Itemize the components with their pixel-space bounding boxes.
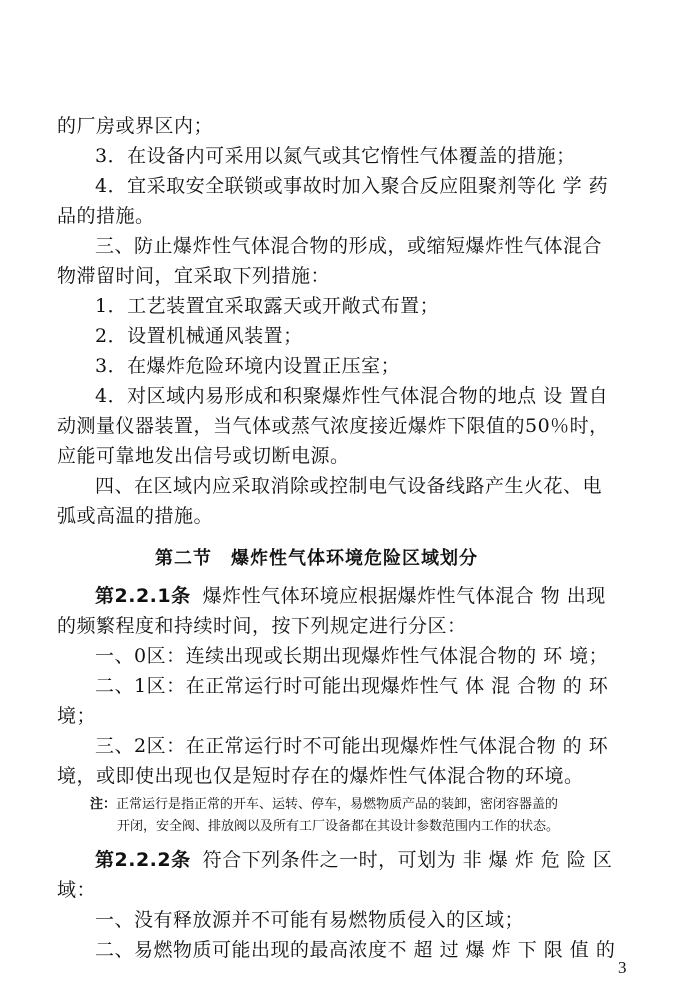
text-line-9: 3．在爆炸危险环境内设置正压室； <box>95 355 401 377</box>
zone-0: 一、0区：连续出现或长期出现爆炸性气体混合物的 环 境； <box>95 645 609 667</box>
text-line-5: 三、防止爆炸性气体混合物的形成，或缩短爆炸性气体混合 <box>95 235 603 257</box>
article-2-2-2-item-1: 一、没有释放源并不可能有易燃物质侵入的区域； <box>95 909 525 931</box>
text-line-7: 1．工艺装置宜采取露天或开敞式布置； <box>95 295 440 317</box>
article-2-2-2-number: 第2.2.2条 <box>95 849 191 871</box>
note-line-1 <box>90 795 558 815</box>
text-line-3: 4．宜采取安全联锁或事故时加入聚合反应阻聚剂等化 学 药 <box>95 175 609 197</box>
zone-2-line-2: 境，或即使出现也仅是短时存在的爆炸性气体混合物的环境。 <box>57 765 584 787</box>
text-line-11: 动测量仪器装置，当气体或蒸气浓度接近爆炸下限值的50％时， <box>57 415 609 437</box>
section-title: 第二节 爆炸性气体环境危险区域划分 <box>155 548 478 569</box>
text-line-4: 品的措施。 <box>57 205 155 227</box>
text-line-1: 的厂房或界区内； <box>57 115 214 137</box>
text-line-8: 2．设置机械通风装置； <box>95 325 303 347</box>
article-2-2-1-number: 第2.2.1条 <box>95 585 191 607</box>
text-line-12: 应能可靠地发出信号或切断电源。 <box>57 445 350 467</box>
text-line-6: 物滞留时间，宜采取下列措施： <box>57 265 331 287</box>
text-line-13: 四、在区域内应采取消除或控制电气设备线路产生火花、电 <box>95 475 603 497</box>
article-2-2-2-text: 符合下列条件之一时，可划为 非 爆 炸 危 险 区 <box>202 849 613 871</box>
text-line-10: 4．对区域内易形成和积聚爆炸性气体混合物的地点 设 置自 <box>95 385 609 407</box>
text-line-14: 弧或高温的措施。 <box>57 505 214 527</box>
zone-1-line-2: 境； <box>57 705 97 727</box>
note-label: 注： <box>90 797 117 812</box>
zone-2-line-1: 三、2区：在正常运行时不可能出现爆炸性气体混合物 的 环 <box>95 735 609 757</box>
note-text-1: 正常运行是指正常的开车、运转、停车，易燃物质产品的装卸，密闭容器盖的 <box>116 797 559 812</box>
article-2-2-1-text: 爆炸性气体环境应根据爆炸性气体混合 物 出现 <box>202 585 606 607</box>
article-2-2-1 <box>95 584 606 608</box>
note-line-2: 开闭，安全阀、排放阀以及所有工厂设备都在其设计参数范围内工作的状态。 <box>117 819 560 834</box>
zone-1-line-1: 二、1区：在正常运行时可能出现爆炸性气 体 混 合物 的 环 <box>95 675 609 697</box>
page-number: 3 <box>618 958 627 977</box>
article-2-2-1-line-2: 的频繁程度和持续时间，按下列规定进行分区： <box>57 615 467 637</box>
article-2-2-2-line-2: 域： <box>57 879 97 901</box>
text-line-2: 3．在设备内可采用以氮气或其它惰性气体覆盖的措施； <box>95 145 576 167</box>
article-2-2-2-item-2: 二、易燃物质可能出现的最高浓度不 超 过 爆 炸 下 限 值 的 <box>95 939 616 961</box>
article-2-2-2 <box>95 848 612 872</box>
